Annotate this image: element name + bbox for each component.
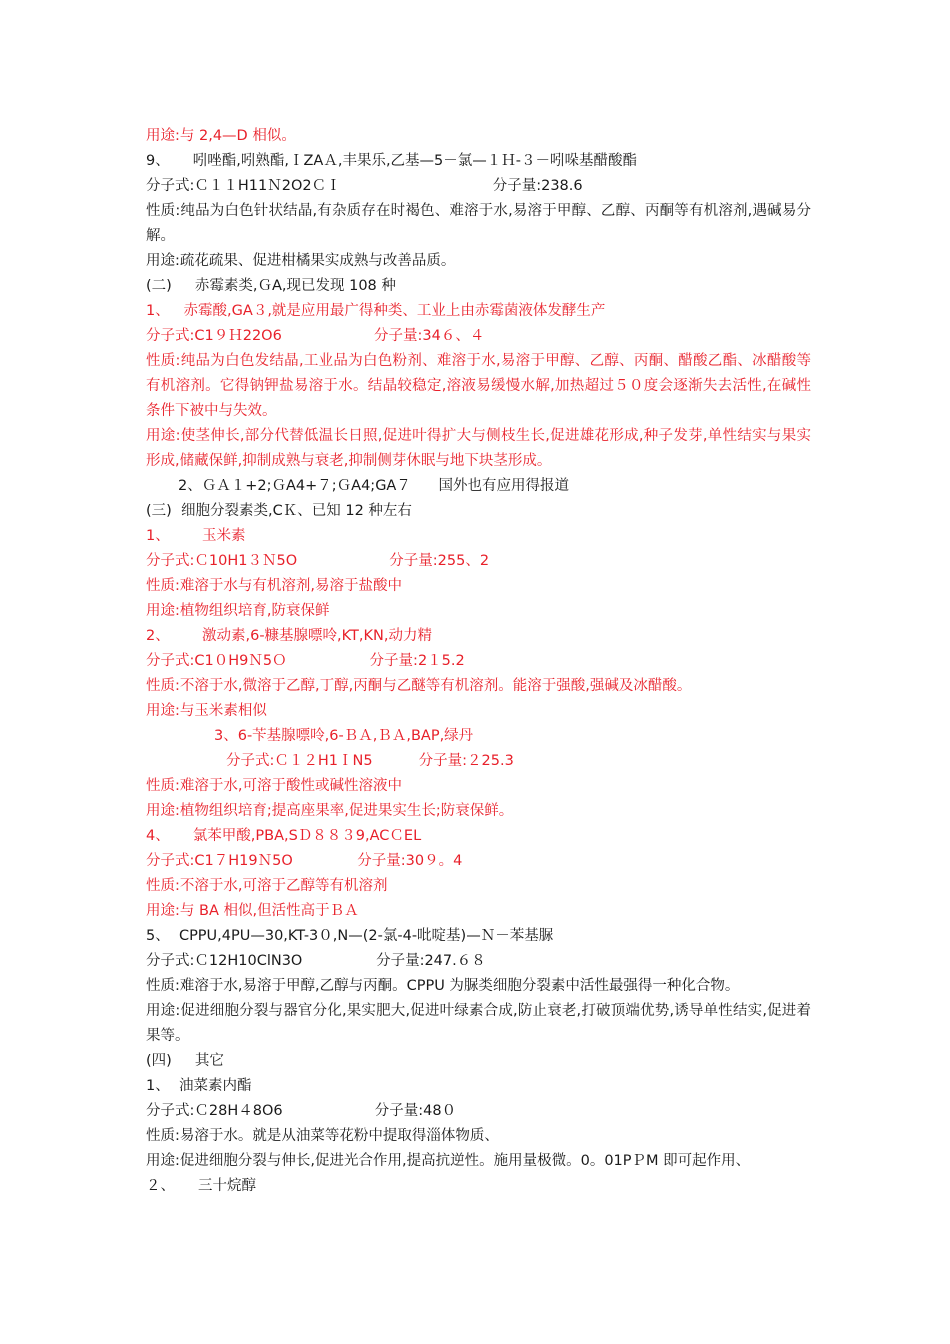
text-line: 性质:纯品为白色发结晶,工业品为白色粉剂、难溶于水,易溶于甲醇、乙醇、丙酮、醋酸乙酯、冰醋酸等有机溶剂。它得钠钾盐易溶于水。结晶较稳定,溶液易缓慢水解,加热超过５０度会逐渐失去活性,在碱性条件下被中与失效。 [146,353,811,419]
text-line: (三) 细胞分裂素类,CＫ、已知 12 种左右 [146,503,412,519]
text-line: 分子式:Ｃ10H1３Ｎ5O 分子量:255、2 [146,553,490,569]
text-line: 性质:难溶于水,易溶于甲醇,乙醇与丙酮。CPPU 为脲类细胞分裂素中活性最强得一种化合物。 [146,978,740,994]
text-line: 性质:易溶于水。就是从油菜等花粉中提取得淄体物质、 [146,1128,499,1144]
text-line: 分子式:Ｃ28H４8O6 分子量:48０ [146,1103,457,1119]
text-line: 用途:促进细胞分裂与器官分化,果实肥大,促进叶绿素合成,防止衰老,打破顶端优势,诱导单性结实,促进着果等。 [146,1003,811,1044]
text-line: 用途:与 2,4—D 相似。 [146,128,296,144]
document-body [146,124,811,1199]
text-line: 分子式:Ｃ１２H1ＩN5 分子量:２25.3 [226,753,514,769]
text-line: 性质:难溶于水与有机溶剂,易溶于盐酸中 [146,578,402,594]
text-line: 1、 赤霉酸,GA３,就是应用最广得种类、工业上由赤霉菌液体发酵生产 [146,303,606,319]
text-line: 性质:不溶于水,可溶于乙醇等有机溶剂 [146,878,388,894]
text-line: 性质:难溶于水,可溶于酸性或碱性溶液中 [146,778,402,794]
text-line: 分子式:C1９Ｈ22O6 分子量:34６、４ [146,328,485,344]
text-line: 2、 激动素,6-糠基腺嘌呤,KT,KN,动力精 [146,628,432,644]
text-line: 用途:与玉米素相似 [146,703,267,719]
text-line: 5、 CPPU,4PU—30,KT-3０,N—(2-氯-4-吡啶基)—Ｎ－苯基脲 [146,928,554,944]
text-line: 分子式:C1７H19Ｎ5O 分子量:30９。4 [146,853,463,869]
text-line: 分子式:Ｃ12H10ClN3O 分子量:247.６８ [146,953,486,969]
text-line: 用途:使茎伸长,部分代替低温长日照,促进叶得扩大与侧枝生长,促进雄花形成,种子发芽,单性结实与果实形成,储藏保鲜,抑制成熟与衰老,抑制侧芽休眠与地下块茎形成。 [146,428,811,469]
text-line: 性质:纯品为白色针状结晶,有杂质存在时褐色、难溶于水,易溶于甲醇、乙醇、丙酮等有机溶剂,遇碱易分解。 [146,203,811,244]
text-line: 用途:植物组织培育,防衰保鲜 [146,603,330,619]
text-line: 1、 玉米素 [146,528,246,544]
text-line: 用途:疏花疏果、促进柑橘果实成熟与改善品质。 [146,253,456,269]
text-line: (四) 其它 [146,1053,224,1069]
text-line: 4、 氯苯甲酸,PBA,SＤ８８３9,ACＣEL [146,828,422,844]
text-line: 1、 油菜素内酯 [146,1078,252,1094]
text-line: ２、 三十烷醇 [146,1178,257,1194]
text-line: 2、ＧＡ１+2;ＧA4+７;ＧA4;GA７ 国外也有应用得报道 [178,478,570,494]
text-line: 用途:植物组织培育;提高座果率,促进果实生长;防衰保鲜。 [146,803,514,819]
text-line: 9、 吲唑酯,吲熟酯,ＩZAＡ,丰果乐,乙基—5－氯—１Ｈ-３－吲哚基醋酸酯 [146,153,638,169]
text-line: (二) 赤霉素类,ＧA,现已发现 108 种 [146,278,396,294]
text-line: 3、6-苄基腺嘌呤,6-ＢＡ,ＢＡ,BAP,绿丹 [214,728,474,744]
text-line: 性质:不溶于水,微溶于乙醇,丁醇,丙酮与乙醚等有机溶剂。能溶于强酸,强碱及冰醋酸。 [146,678,692,694]
text-line: 分子式:Ｃ１１H11Ｎ2O2ＣＩ 分子量:238.6 [146,178,583,194]
text-line: 分子式:C1０H9Ｎ5Ｏ 分子量:2１5.2 [146,653,465,669]
text-line: 用途:与 BA 相似,但活性高于ＢＡ [146,903,359,919]
text-line: 用途:促进细胞分裂与伸长,促进光合作用,提高抗逆性。施用量极微。0。01PＰM 即可起作用、 [146,1153,751,1169]
